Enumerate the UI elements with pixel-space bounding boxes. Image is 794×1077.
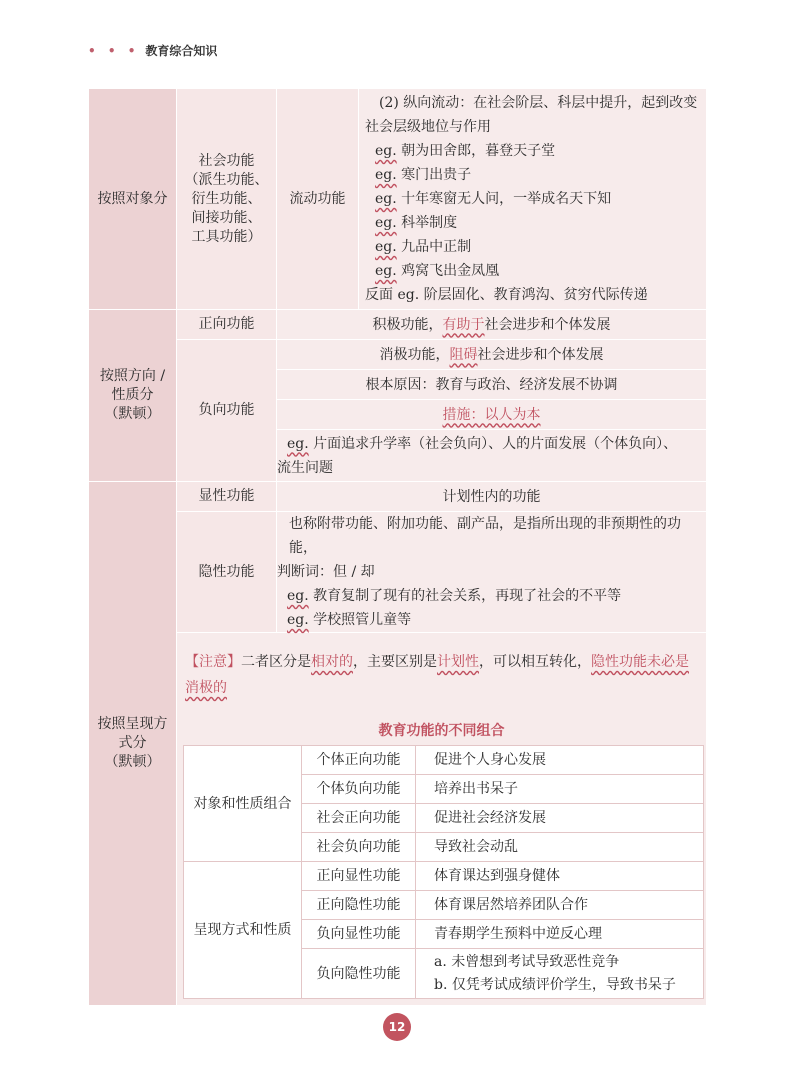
combo-type: 社会正向功能: [302, 804, 416, 833]
combo-desc: a. 未曾想到考试导致恶性竞争 b. 仅凭考试成绩评价学生，导致书呆子: [416, 949, 704, 999]
mobility-detail: (2) 纵向流动：在社会阶层、科层中提升，起到改变 社会层级地位与作用 eg. 朝为田舍郎，暮登天子堂 eg. 寒门出贵子 eg. 十年寒窗无人问，一举成名天下知 eg. 科举制度 eg. 九品中正制 eg. 鸡窝飞出金凤凰 反面 eg. 阶层固化、教育鸿沟、贫穷代际传递: [359, 89, 707, 310]
combo-table: [183, 745, 704, 999]
negative-function-label: 负向功能: [177, 340, 277, 482]
page-number: 12: [383, 1013, 411, 1041]
table-row: [184, 746, 704, 775]
implicit-function-label: 隐性功能: [177, 512, 277, 633]
explicit-function-label: 显性功能: [177, 482, 277, 512]
combo-type: 正向隐性功能: [302, 891, 416, 920]
implicit-function-text: 也称附带功能、附加功能、副产品，是指所出现的非预期性的功能， 判断词：但 / 却 eg. 教育复制了现有的社会关系，再现了社会的不平等 eg. 学校照管儿童等: [277, 512, 707, 633]
combo-desc: 体育课居然培养团队合作: [416, 891, 704, 920]
mobility-function-label: 流动功能: [277, 89, 359, 310]
negative-example: eg. 片面追求升学率（社会负向）、人的片面发展（个体负向）、 流生问题: [277, 430, 707, 482]
combo-desc: 促进个人身心发展: [416, 746, 704, 775]
combo-desc: 青春期学生预料中逆反心理: [416, 920, 704, 949]
combo-type: 负向显性功能: [302, 920, 416, 949]
combo-desc: 培养出书呆子: [416, 775, 704, 804]
combo-type: 正向显性功能: [302, 862, 416, 891]
combo-group-label: 对象和性质组合: [184, 746, 302, 862]
combo-group-label: 呈现方式和性质: [184, 862, 302, 999]
category-object: 按照对象分: [89, 89, 177, 310]
combo-desc: 导致社会动乱: [416, 833, 704, 862]
social-function-cell: 社会功能 （派生功能、 衍生功能、 间接功能、 工具功能）: [177, 89, 277, 310]
category-presentation: 按照呈现方 式分 （默顿）: [89, 482, 177, 1006]
explicit-function-text: 计划性内的功能: [277, 482, 707, 512]
page-header: [88, 42, 217, 59]
header-title: 教育综合知识: [145, 44, 218, 58]
header-dots: • • •: [88, 44, 140, 58]
positive-function-label: 正向功能: [177, 310, 277, 340]
negative-measure: 措施：以人为本: [277, 400, 707, 430]
presentation-notes: [177, 633, 707, 1006]
note-paragraph: 【注意】二者区分是相对的，主要区别是计划性，可以相互转化，隐性功能未必是 消极的: [185, 654, 689, 696]
category-direction: 按照方向 / 性质分 （默顿）: [89, 310, 177, 482]
combo-title: 教育功能的不同组合: [378, 723, 505, 739]
combo-type: 社会负向功能: [302, 833, 416, 862]
combo-type: 负向隐性功能: [302, 949, 416, 999]
combo-desc: 体育课达到强身健体: [416, 862, 704, 891]
table-row: [184, 862, 704, 891]
combo-type: 个体负向功能: [302, 775, 416, 804]
combo-type: 个体正向功能: [302, 746, 416, 775]
negative-function-text: 消极功能，阻碍社会进步和个体发展: [277, 340, 707, 370]
negative-root-cause: 根本原因：教育与政治、经济发展不协调: [277, 370, 707, 400]
content-table: [88, 88, 707, 1006]
positive-function-text: 积极功能，有助于社会进步和个体发展: [277, 310, 707, 340]
combo-desc: 促进社会经济发展: [416, 804, 704, 833]
